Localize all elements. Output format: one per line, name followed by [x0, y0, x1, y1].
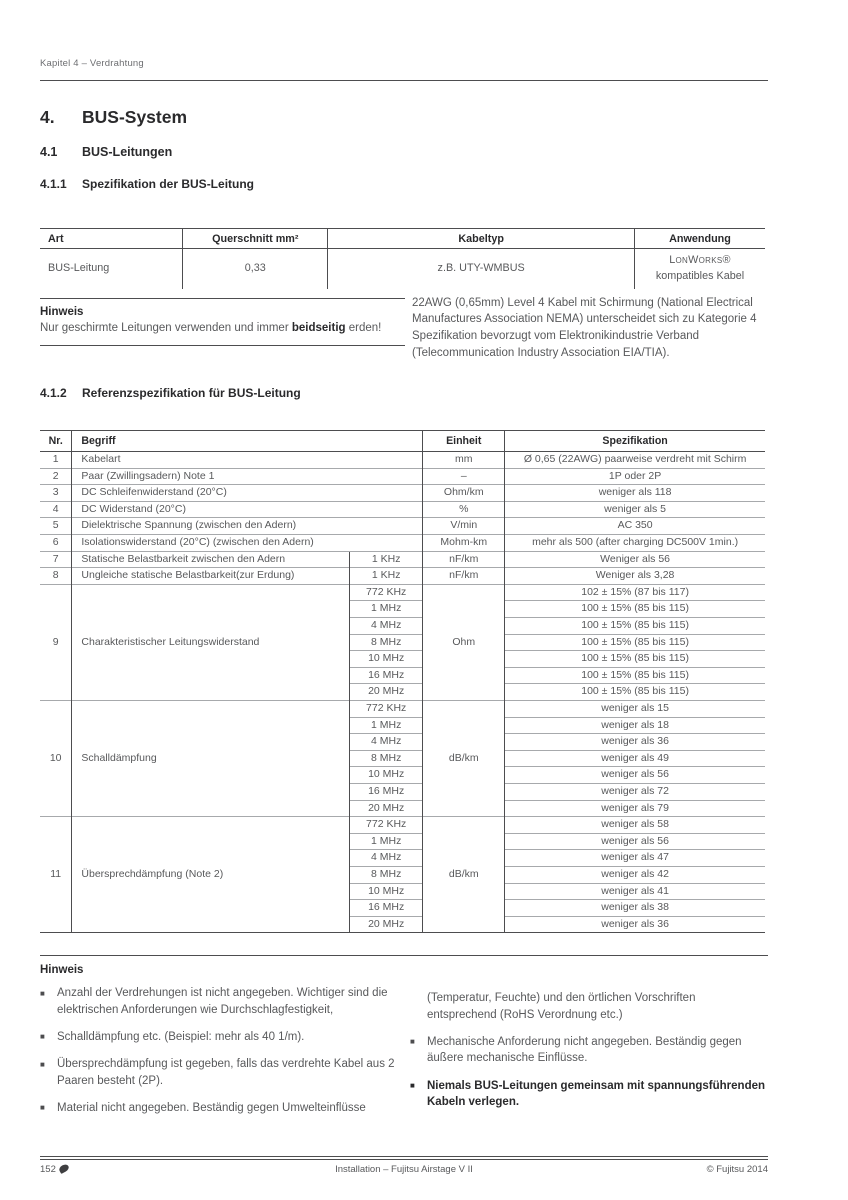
- note-bullet: [40, 1029, 405, 1045]
- cell-spezifikation: weniger als 72: [505, 783, 765, 800]
- section-title-text: BUS-Leitungen: [82, 145, 173, 159]
- cell-nr: 6: [40, 535, 72, 552]
- bullet-icon: ■: [40, 1103, 45, 1113]
- hinweis-bottom-columns: [40, 985, 768, 1127]
- cell-spezifikation: weniger als 118: [505, 485, 765, 502]
- column-header-begriff: Begriff: [72, 431, 423, 452]
- section-title-text: BUS-System: [82, 107, 188, 127]
- ref-table: [40, 430, 765, 933]
- cell-frequency: 1 MHz: [350, 833, 423, 850]
- cell-spezifikation: Weniger als 56: [505, 551, 765, 568]
- bullet-icon: ■: [40, 1059, 45, 1069]
- cell-spezifikation: 1P oder 2P: [505, 468, 765, 485]
- cell-nr: 7: [40, 551, 72, 568]
- cell-einheit: dB/km: [423, 700, 505, 816]
- cell-spezifikation: weniger als 36: [505, 916, 765, 933]
- cell-frequency: 8 MHz: [350, 634, 423, 651]
- cell-nr: 11: [40, 817, 72, 933]
- cell-spezifikation: weniger als 56: [505, 767, 765, 784]
- note-continuation: (Temperatur, Feuchte) und den örtlichen Vorschriften entsprechend (RoHS Verordnung etc.): [427, 992, 696, 1021]
- cell-frequency: 1 KHz: [350, 551, 423, 568]
- cell-frequency: 772 KHz: [350, 584, 423, 601]
- cell-frequency: 772 KHz: [350, 817, 423, 834]
- cell-spezifikation: weniger als 56: [505, 833, 765, 850]
- cell-spezifikation: weniger als 58: [505, 817, 765, 834]
- section-title-referenzspezifikation: [40, 386, 808, 400]
- cell-spezifikation: Ø 0,65 (22AWG) paarweise verdreht mit Schirm: [505, 452, 765, 469]
- column-header-querschnitt: Querschnitt mm²: [183, 229, 328, 249]
- column-header-art: Art: [40, 229, 183, 249]
- column-header-anwendung: Anwendung: [634, 229, 765, 249]
- bullet-text: Anzahl der Verdrehungen ist nicht angegeben. Wichtiger sind die elektrischen Anforderungen wie Durchschlagfestigkeit,: [57, 987, 388, 1016]
- cell-frequency: 10 MHz: [350, 883, 423, 900]
- bullet-icon: ■: [40, 1032, 45, 1042]
- footer-copyright: © Fujitsu 2014: [706, 1164, 768, 1175]
- ref-table-row: [40, 468, 765, 485]
- cell-spezifikation: weniger als 79: [505, 800, 765, 817]
- cell-spezifikation: weniger als 38: [505, 900, 765, 917]
- cell-begriff: DC Schleifenwiderstand (20°C): [72, 485, 423, 502]
- ref-table-row: [40, 535, 765, 552]
- cell-einheit: Ohm/km: [423, 485, 505, 502]
- cell-spezifikation: 100 ± 15% (85 bis 115): [505, 634, 765, 651]
- intro-paragraph: 22AWG (0,65mm) Level 4 Kabel mit Schirmung (National Electrical Manufactures Association NEMA) unterscheidet sich zu Kategorie 4 Spezifikation bevorzugt vom Elektronikindustrie Verband (Telecommunication Industry Association EIA/TIA).: [412, 296, 757, 360]
- cell-spezifikation: weniger als 41: [505, 883, 765, 900]
- cell-frequency: 4 MHz: [350, 618, 423, 635]
- cell-frequency: 1 MHz: [350, 717, 423, 734]
- section-title-text: Referenzspezifikation für BUS-Leitung: [82, 386, 301, 401]
- cell-begriff: Kabelart: [72, 452, 423, 469]
- hinweis-text: [40, 320, 405, 346]
- page-number: 152: [40, 1164, 56, 1175]
- column-header-spezifikation: Spezifikation: [505, 431, 765, 452]
- cell-spezifikation: 100 ± 15% (85 bis 115): [505, 667, 765, 684]
- cell-spezifikation: weniger als 18: [505, 717, 765, 734]
- cell-begriff: DC Widerstand (20°C): [72, 501, 423, 518]
- spec-table: [40, 228, 765, 289]
- cell-nr: 4: [40, 501, 72, 518]
- cell-spezifikation: weniger als 5: [505, 501, 765, 518]
- cell-querschnitt: 0,33: [183, 249, 328, 289]
- section-title-spezifikation: [40, 177, 808, 191]
- cell-frequency: 8 MHz: [350, 750, 423, 767]
- ref-table-body: [40, 452, 765, 933]
- note-bullet: [40, 985, 405, 1018]
- cell-spezifikation: 100 ± 15% (85 bis 115): [505, 618, 765, 635]
- note-bullet: [410, 1078, 768, 1111]
- cell-begriff: Charakteristischer Leitungswiderstand: [72, 584, 350, 700]
- hinweis-box: [40, 298, 405, 363]
- cell-einheit: %: [423, 501, 505, 518]
- bullet-text: Übersprechdämpfung ist gegeben, falls das verdrehte Kabel aus 2 Paaren besteht (2P).: [57, 1058, 395, 1087]
- cell-anwendung: [634, 249, 765, 289]
- cell-nr: 3: [40, 485, 72, 502]
- footer-document-title: Installation – Fujitsu Airstage V II: [335, 1164, 473, 1175]
- cell-frequency: 4 MHz: [350, 734, 423, 751]
- cell-spezifikation: 100 ± 15% (85 bis 115): [505, 684, 765, 701]
- cell-spezifikation: weniger als 15: [505, 700, 765, 717]
- cell-einheit: Mohm-km: [423, 535, 505, 552]
- cell-frequency: 10 MHz: [350, 767, 423, 784]
- cell-begriff: Statische Belastbarkeit zwischen den Adern: [72, 551, 350, 568]
- brand-lonworks: LonWorks®: [669, 254, 731, 267]
- bullet-icon: ■: [40, 988, 45, 998]
- ref-table-header-row: [40, 431, 765, 452]
- cell-nr: 8: [40, 568, 72, 585]
- spec-table-row: [40, 249, 765, 289]
- footer-divider: [40, 1156, 768, 1160]
- hinweis-title: Hinweis: [40, 305, 84, 318]
- cell-frequency: 16 MHz: [350, 783, 423, 800]
- cell-spezifikation: weniger als 36: [505, 734, 765, 751]
- cell-spezifikation: 102 ± 15% (87 bis 117): [505, 584, 765, 601]
- cell-frequency: 772 KHz: [350, 700, 423, 717]
- hinweis-text-bold: beidseitig: [291, 321, 346, 334]
- cell-einheit: Ohm: [423, 584, 505, 700]
- cell-frequency: 1 KHz: [350, 568, 423, 585]
- cell-spezifikation: Weniger als 3,28: [505, 568, 765, 585]
- cell-nr: 9: [40, 584, 72, 700]
- column-header-einheit: Einheit: [423, 431, 505, 452]
- note-bullet: [40, 1100, 405, 1116]
- cell-einheit: nF/km: [423, 551, 505, 568]
- cell-frequency: 20 MHz: [350, 684, 423, 701]
- cell-spezifikation: mehr als 500 (after charging DC500V 1min.): [505, 535, 765, 552]
- ref-table-row: [40, 568, 765, 585]
- bullet-icon: ■: [410, 1081, 415, 1091]
- cell-einheit: –: [423, 468, 505, 485]
- cell-nr: 5: [40, 518, 72, 535]
- column-header-kabeltyp: Kabeltyp: [328, 229, 635, 249]
- ref-table-row: [40, 485, 765, 502]
- ref-table-row: [40, 817, 765, 834]
- spec-table-header-row: [40, 229, 765, 249]
- hinweis-left-column: [40, 985, 405, 1127]
- hinweis-text-post: erden!: [345, 321, 382, 334]
- intro-two-column-area: [40, 298, 768, 363]
- ref-table-row: [40, 551, 765, 568]
- cell-frequency: 20 MHz: [350, 916, 423, 933]
- bullet-icon: ■: [410, 1037, 415, 1047]
- footer-page-area: [40, 1164, 160, 1175]
- cell-frequency: 1 MHz: [350, 601, 423, 618]
- hinweis-bottom-section: [40, 955, 768, 1127]
- section-title-text: Spezifikation der BUS-Leitung: [82, 177, 255, 191]
- bullet-text: Schalldämpfung etc. (Beispiel: mehr als 40 1/m).: [57, 1030, 305, 1043]
- cell-kabeltyp: z.B. UTY-WMBUS: [328, 249, 635, 289]
- cell-spezifikation: weniger als 47: [505, 850, 765, 867]
- section-number: 4.1.2: [40, 386, 67, 401]
- cell-einheit: nF/km: [423, 568, 505, 585]
- cell-begriff: Paar (Zwillingsadern) Note 1: [72, 468, 423, 485]
- cell-anwendung-line2: kompatibles Kabel: [655, 269, 745, 282]
- cell-nr: 1: [40, 452, 72, 469]
- bullet-text: Niemals BUS-Leitungen gemeinsam mit spannungsführenden Kabeln verlegen.: [427, 1079, 766, 1108]
- section-title-bus-leitungen: [40, 145, 808, 159]
- section-number: 4.: [40, 107, 55, 127]
- cell-art: BUS-Leitung: [48, 261, 110, 274]
- cell-frequency: 10 MHz: [350, 651, 423, 668]
- ref-table-row: [40, 518, 765, 535]
- cell-einheit: V/min: [423, 518, 505, 535]
- cell-begriff: Dielektrische Spannung (zwischen den Adern): [72, 518, 423, 535]
- breadcrumb: Kapitel 4 – Verdrahtung: [40, 58, 144, 69]
- cell-frequency: 16 MHz: [350, 900, 423, 917]
- hinweis-right-column: [410, 985, 768, 1127]
- cell-frequency: 16 MHz: [350, 667, 423, 684]
- footer-row: [40, 1164, 768, 1175]
- cell-begriff: Übersprechdämpfung (Note 2): [72, 817, 350, 933]
- cell-spezifikation: 100 ± 15% (85 bis 115): [505, 651, 765, 668]
- hinweis-top-rule: [40, 298, 405, 299]
- cell-spezifikation: weniger als 49: [505, 750, 765, 767]
- section-number: 4.1: [40, 145, 58, 159]
- note-bullet: [410, 1034, 768, 1067]
- header-divider: [40, 80, 768, 81]
- bullet-text: Mechanische Anforderung nicht angegeben. Beständig gegen äußere mechanische Einflüsse.: [427, 1035, 742, 1065]
- ref-table-row: [40, 700, 765, 717]
- cell-nr: 2: [40, 468, 72, 485]
- hinweis-bottom-title: Hinweis: [40, 964, 84, 977]
- cell-spezifikation: AC 350: [505, 518, 765, 535]
- cell-frequency: 20 MHz: [350, 800, 423, 817]
- hinweis-text-pre: Nur geschirmte Leitungen verwenden und immer: [40, 321, 292, 334]
- cell-frequency: 8 MHz: [350, 866, 423, 883]
- ref-table-row: [40, 452, 765, 469]
- cell-nr: 10: [40, 700, 72, 816]
- ref-table-row: [40, 501, 765, 518]
- cell-einheit: mm: [423, 452, 505, 469]
- cell-spezifikation: weniger als 42: [505, 866, 765, 883]
- leaf-icon: [58, 1163, 70, 1174]
- page-footer: [40, 1156, 768, 1175]
- cell-frequency: 4 MHz: [350, 850, 423, 867]
- hinweis-bottom-rule: [40, 955, 768, 956]
- cell-spezifikation: 100 ± 15% (85 bis 115): [505, 601, 765, 618]
- section-number: 4.1.1: [40, 177, 67, 191]
- ref-table-row: [40, 584, 765, 601]
- cell-begriff: Isolationswiderstand (20°C) (zwischen den Adern): [72, 535, 423, 552]
- cell-begriff: Ungleiche statische Belastbarkeit(zur Erdung): [72, 568, 350, 585]
- column-header-nr: Nr.: [40, 431, 72, 452]
- bullet-text: Material nicht angegeben. Beständig gegen Umwelteinflüsse: [57, 1101, 366, 1114]
- section-title-bus-system: [40, 107, 808, 128]
- cell-begriff: Schalldämpfung: [72, 700, 350, 816]
- note-bullet: [40, 1056, 405, 1089]
- cell-einheit: dB/km: [423, 817, 505, 933]
